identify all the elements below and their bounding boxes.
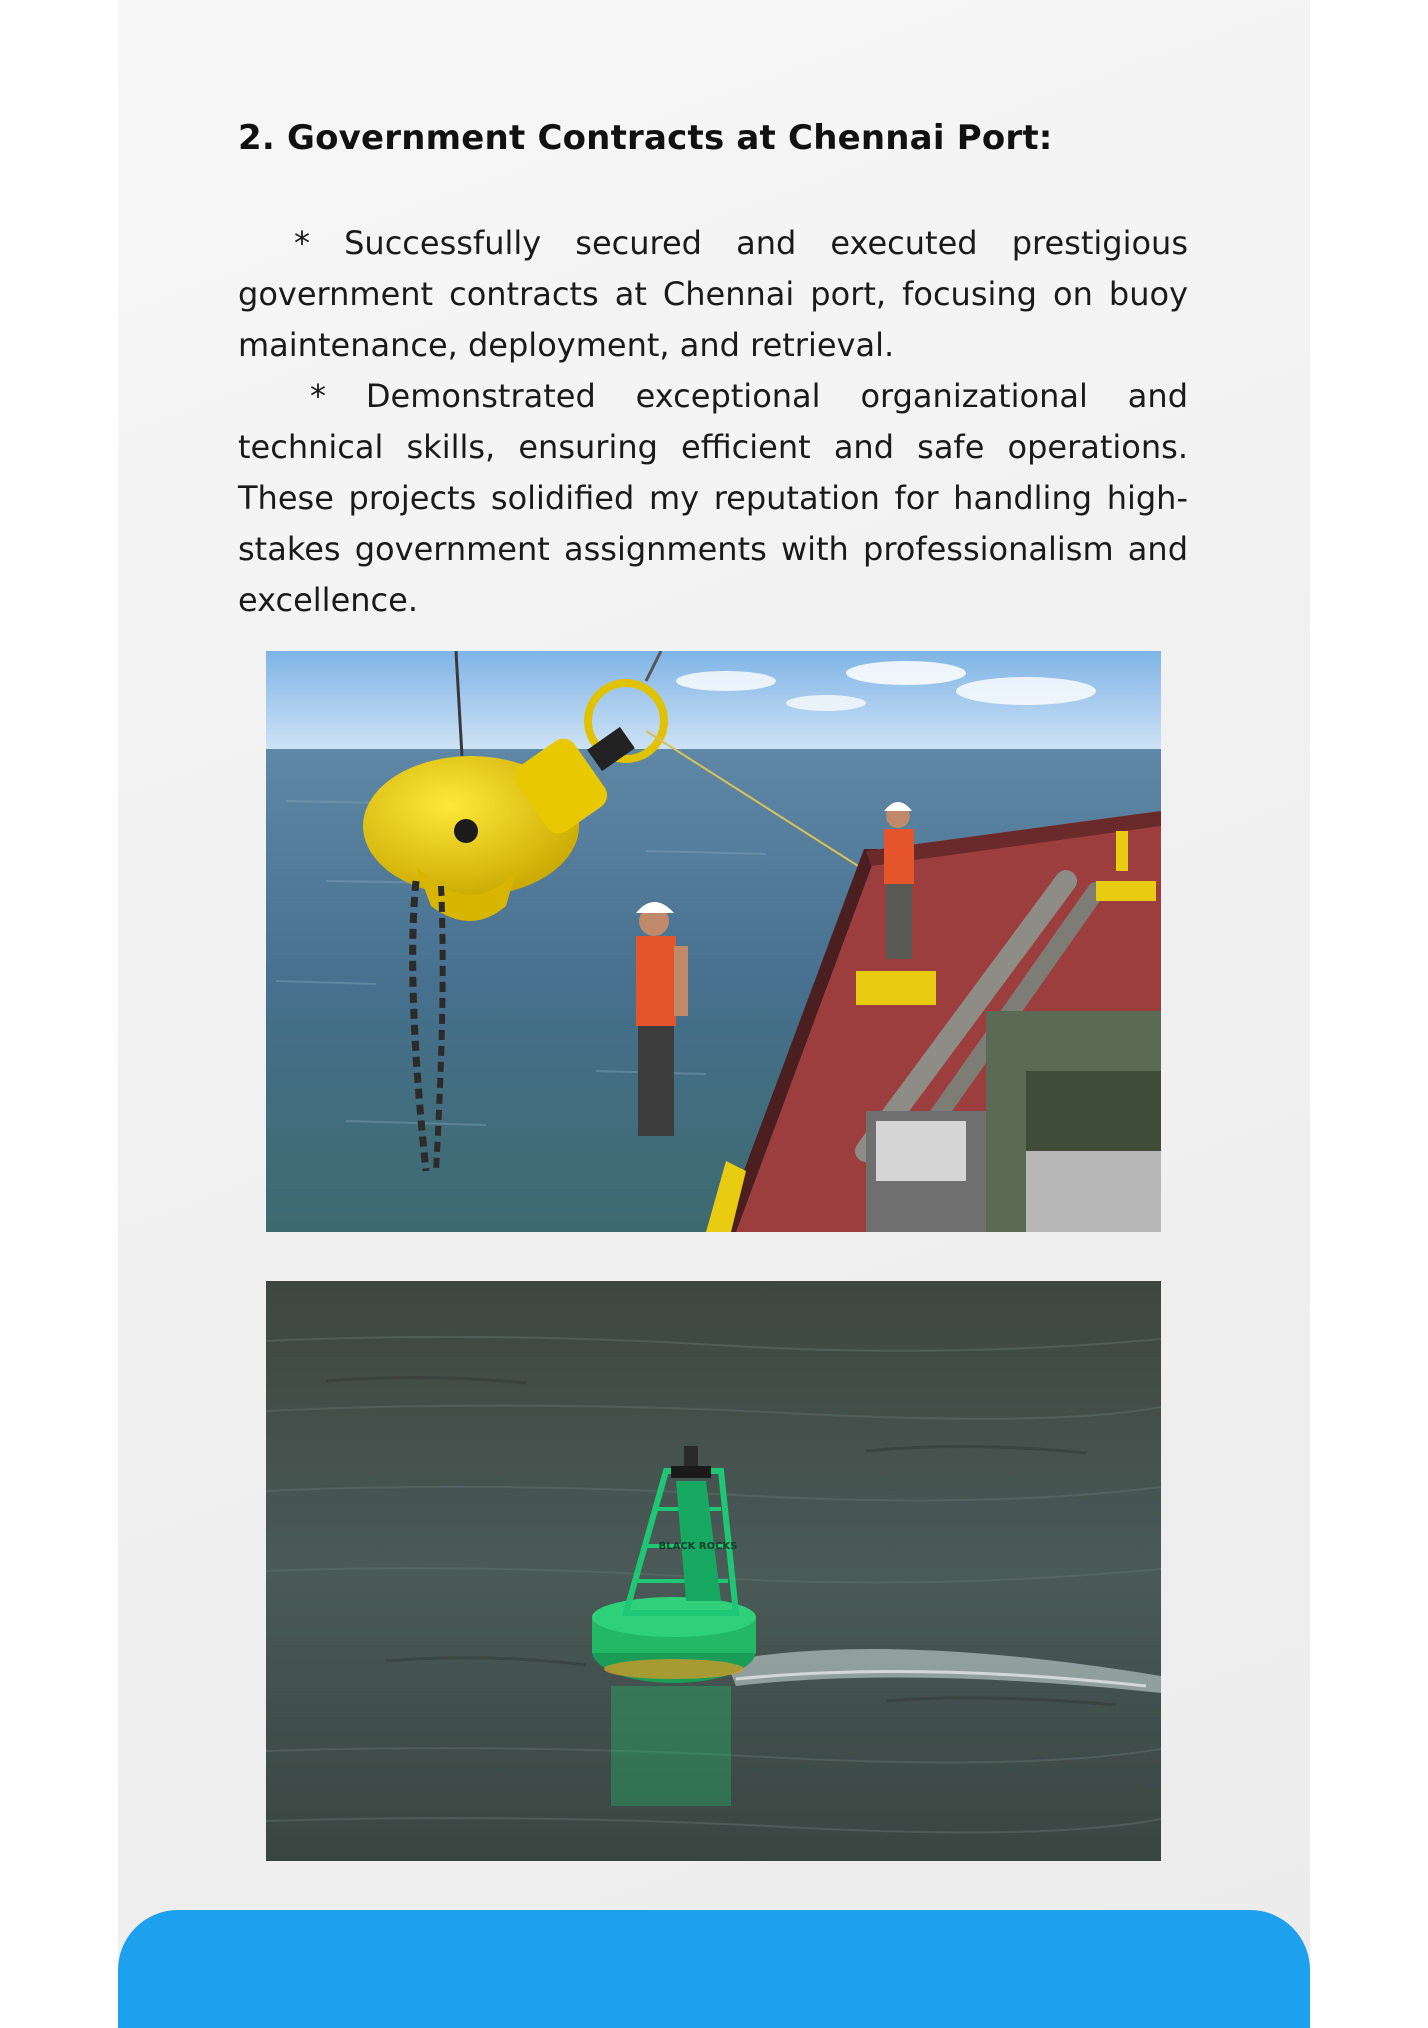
yellow-buoy-deployment-photo: [266, 651, 1161, 1232]
paragraph-contracts: * Successfully secured and executed prestigious government contracts at Chennai port, focusing on buoy maintenance, deployment, and retrieval.: [238, 224, 1188, 364]
green-navigation-buoy-photo: [266, 1281, 1161, 1861]
paragraph-skills: * Demonstrated exceptional organizational and technical skills, ensuring efficient and safe operations. These projects solidified my reputation for handling high-stakes government assignments with professionalism and excellence.: [238, 377, 1188, 619]
section-body: [238, 218, 1188, 626]
section-heading: 2. Government Contracts at Chennai Port:: [238, 118, 1053, 158]
footer-band: [118, 1910, 1310, 2028]
buoy-label: BLACK ROCKS: [658, 1541, 738, 1552]
document-page: [118, 0, 1310, 2028]
